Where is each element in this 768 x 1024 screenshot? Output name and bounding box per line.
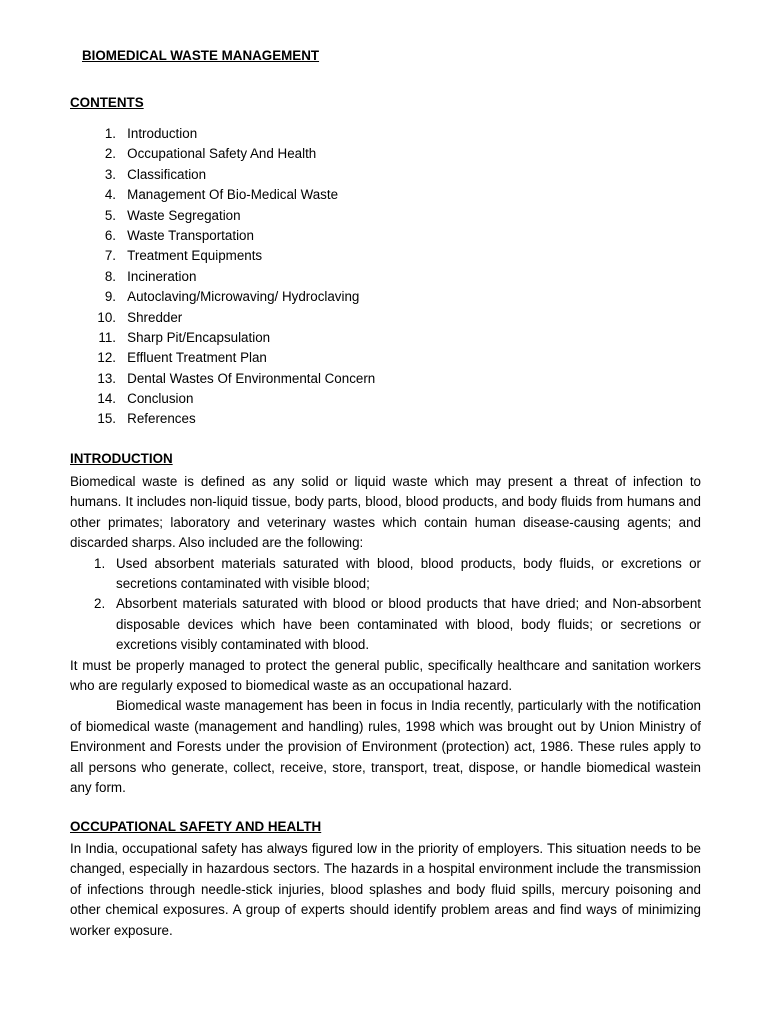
occupational-section	[70, 839, 701, 941]
contents-item: 4. Management Of Bio-Medical Waste	[104, 187, 339, 203]
introduction-paragraph: It must be properly managed to protect the general public, specifically healthcare and sanitation workers who are regularly exposed to biomedical waste as an occupational hazard.	[70, 657, 701, 694]
introduction-section	[70, 472, 701, 799]
contents-item: 5. Waste Segregation	[104, 207, 241, 223]
introduction-paragraph: Biomedical waste management has been in focus in India recently, particularly with the notification of biomedical waste (management and handling) rules, 1998 which was brought out by Union Ministry of Environment and Forests under the provision of Environment (protection) act, 1986. These rules apply to all persons who generate, collect, receive, store, transport, treat, dispose, or handle biomedical wastein any form.	[70, 698, 701, 796]
introduction-heading: INTRODUCTION	[70, 451, 173, 466]
contents-list	[70, 124, 375, 430]
occupational-paragraph: In India, occupational safety has always figured low in the priority of employers. This situation needs to be changed, especially in hazardous sectors. The hazards in a hospital environment include the transmission of infections through needle-stick injuries, blood splashes and body fluid spills, mercury poisoning and other chemical exposures. A group of experts should identify problem areas and find ways of minimizing worker exposure.	[70, 841, 701, 938]
contents-item: 15. References	[97, 411, 196, 427]
occupational-heading: OCCUPATIONAL SAFETY AND HEALTH	[70, 819, 322, 834]
contents-item: 3. Classification	[104, 166, 207, 182]
introduction-list	[70, 554, 701, 656]
contents-item: 13. Dental Wastes Of Environmental Concern	[97, 370, 376, 386]
contents-item: 9. Autoclaving/Microwaving/ Hydroclaving	[104, 289, 360, 305]
contents-heading: CONTENTS	[70, 95, 144, 110]
introduction-paragraph: Biomedical waste is defined as any solid or liquid waste which may present a threat of infection to humans. It includes non-liquid tissue, body parts, blood, blood products, and body fluids from humans and other primates; laboratory and veterinary wastes which contain human disease-causing agents; and discarded sharps. Also included are the following:	[70, 474, 701, 551]
contents-item: 7. Treatment Equipments	[104, 248, 263, 264]
contents-item: 14. Conclusion	[97, 391, 194, 407]
contents-item: 12. Effluent Treatment Plan	[97, 350, 267, 366]
contents-item: 8. Incineration	[104, 268, 197, 284]
contents-item: 1. Introduction	[104, 126, 198, 141]
contents-item: 11. Sharp Pit/Encapsulation	[98, 329, 271, 345]
document-title: BIOMEDICAL WASTE MANAGEMENT	[82, 48, 320, 63]
contents-item: 6. Waste Transportation	[104, 227, 254, 243]
contents-item: 10. Shredder	[97, 309, 183, 325]
contents-item: 2. Occupational Safety And Health	[104, 146, 317, 162]
list-item: 1. Used absorbent materials saturated with blood, blood products, body fluids, or excretions or secretions contaminated with visible blood;	[94, 555, 701, 592]
list-item: 2. Absorbent materials saturated with blood or blood products that have dried; and Non-absorbent disposable devices which have been contaminated with blood, body fluids; or secretions or excretions visibly contaminated with blood.	[94, 596, 701, 653]
